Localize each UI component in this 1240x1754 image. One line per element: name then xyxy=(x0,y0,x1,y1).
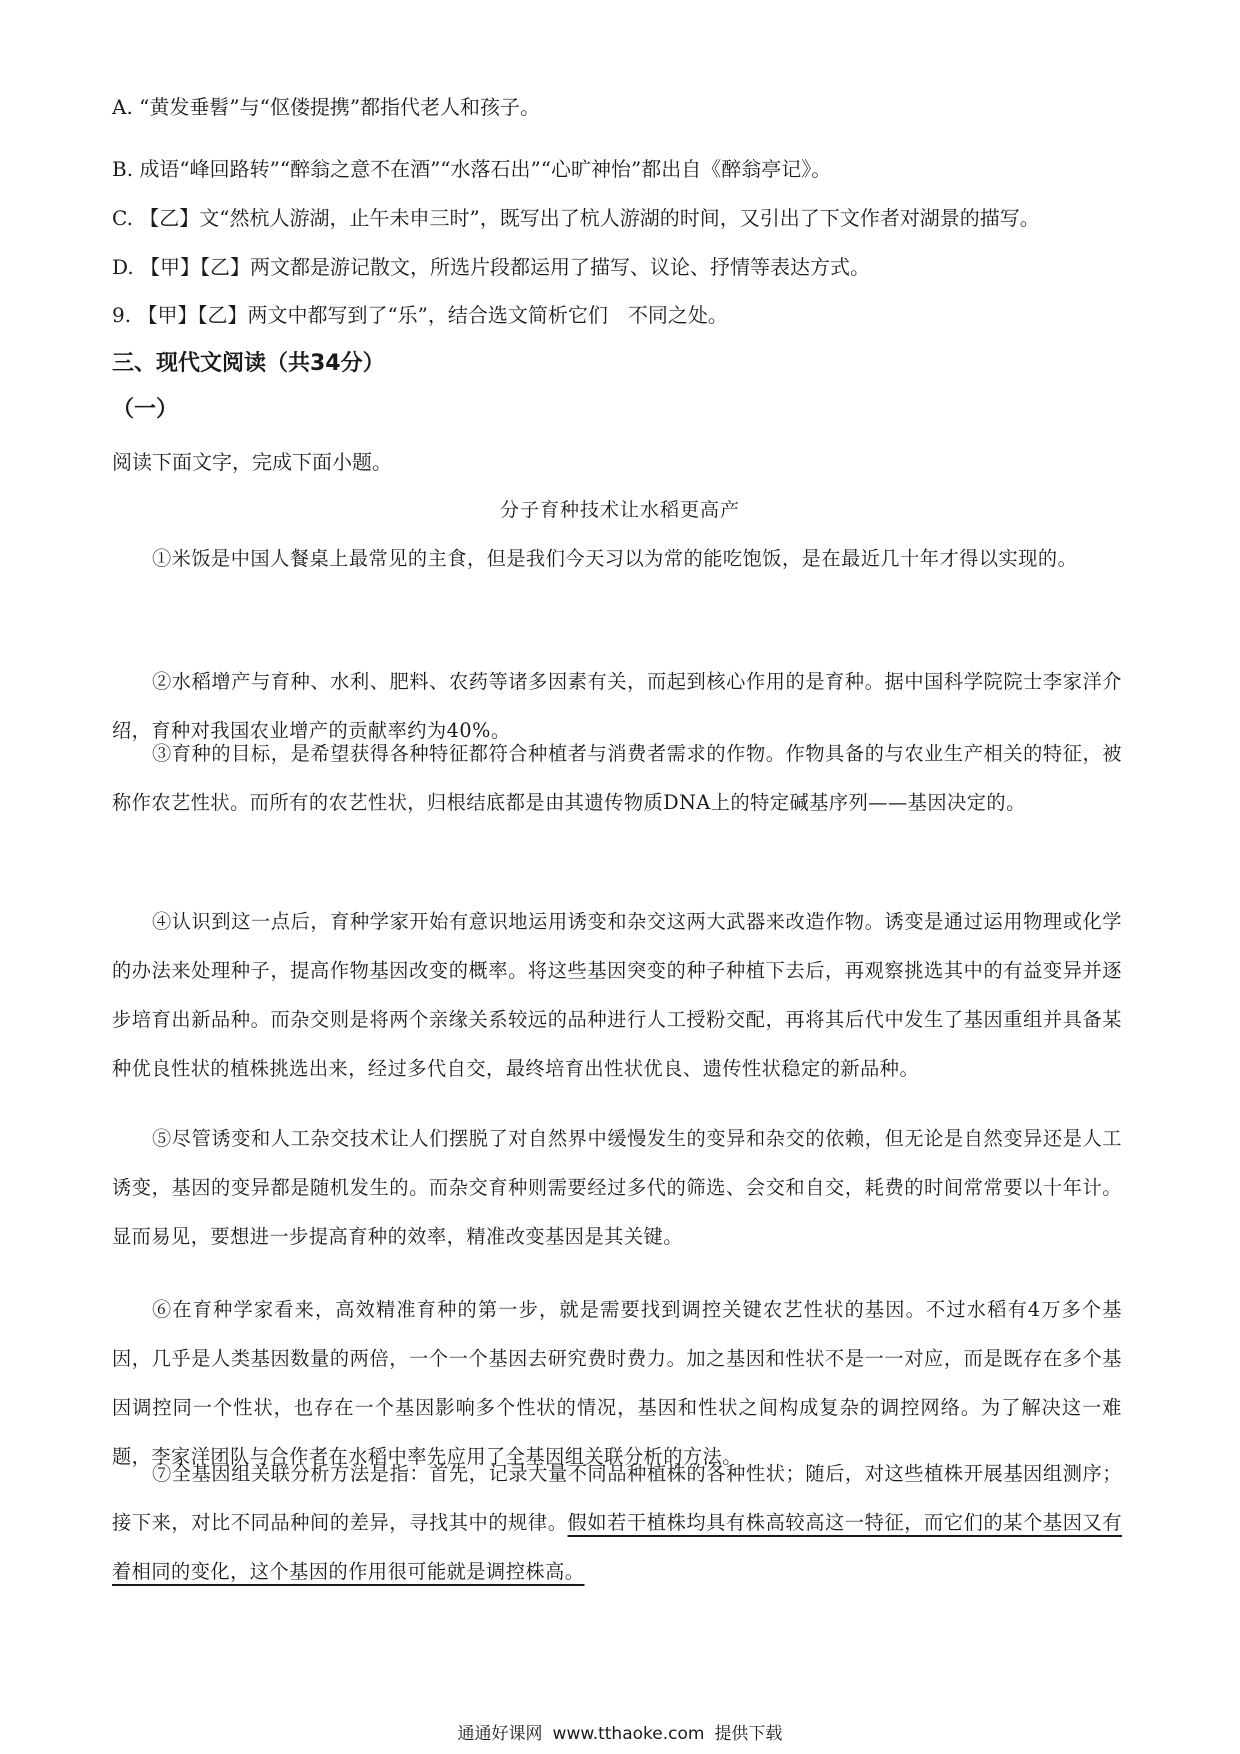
paragraph-7-text: ⑦全基因组关联分析方法是指：首先，记录大量不同品种植株的各种性状；随后，对这些植株开展基因组测序；接下来，对比不同品种间的差异，寻找其中的规律。 xyxy=(112,1462,1122,1534)
paragraph-7 xyxy=(112,1449,1122,1596)
reading-instruction: 阅读下面文字，完成下面小题。 xyxy=(112,450,392,474)
paragraph-2: ②水稻增产与育种、水利、肥料、农药等诸多因素有关，而起到核心作用的是育种。据中国科学院院士李家洋介绍，育种对我国农业增产的贡献率约为40%。 xyxy=(112,670,1122,742)
article-title: 分子育种技术让水稻更高产 xyxy=(499,499,740,521)
section-subheading: （一） xyxy=(112,397,179,422)
paragraph-6: ⑥在育种学家看来，高效精准育种的第一步，就是需要找到调控关键农艺性状的基因。不过水稻有4万多个基因，几乎是人类基因数量的两倍，一个一个基因去研究费时费力。加之基因和性状不是一一对应，而是既存在多个基因调控同一个性状，也存在一个基因影响多个性状的情况，基因和性状之间构成复杂的调控网络。为了解决这一难题，李家洋团队与合作者在水稻中率先应用了全基因组关联分析的方法。 xyxy=(112,1298,1122,1468)
underlined-sentence: 假如若干植株均具有株高较高这一特征，而它们的某个基因又有着相同的变化，这个基因的作用很可能就是调控株高。 xyxy=(112,1511,1123,1583)
option-a: A. “黄发垂髫”与“伛偻提携”都指代老人和孩子。 xyxy=(112,95,541,119)
paragraph-3: ③育种的目标，是希望获得各种特征都符合种植者与消费者需求的作物。作物具备的与农业生产相关的特征，被称作农艺性状。而所有的农艺性状，归根结底都是由其遗传物质DNA上的特定碱基序列——基因决定的。 xyxy=(112,742,1122,814)
paragraph-5: ⑤尽管诱变和人工杂交技术让人们摆脱了对自然界中缓慢发生的变异和杂交的依赖，但无论是自然变异还是人工诱变，基因的变异都是随机发生的。而杂交育种则需要经过多代的筛选、会交和自交，耗费的时间常常要以十年计。显而易见，要想进一步提高育种的效率，精准改变基因是其关键。 xyxy=(112,1127,1122,1248)
option-c: C. 【乙】文“然杭人游湖，止午未申三时”，既写出了杭人游湖的时间，又引出了下文作者对湖景的描写。 xyxy=(112,206,1040,230)
option-d: D. 【甲】【乙】两文都是游记散文，所选片段都运用了描写、议论、抒情等表达方式。 xyxy=(112,255,871,279)
paragraph-4: ④认识到这一点后，育种学家开始有意识地运用诱变和杂交这两大武器来改造作物。诱变是通过运用物理或化学的办法来处理种子，提高作物基因改变的概率。将这些基因突变的种子种植下去后，再观察挑选其中的有益变异并逐步培育出新品种。而杂交则是将两个亲缘关系较远的品种进行人工授粉交配，再将其后代中发生了基因重组并具备某种优良性状的植株挑选出来，经过多代自交，最终培育出性状优良、遗传性状稳定的新品种。 xyxy=(112,910,1122,1080)
paragraph-1: ①米饭是中国人餐桌上最常见的主食，但是我们今天习以为常的能吃饱饭，是在最近几十年才得以实现的。 xyxy=(152,547,1078,570)
section-heading: 三、现代文阅读（共34分） xyxy=(112,351,385,376)
page-footer xyxy=(0,1722,1240,1746)
question-9: 9. 【甲】【乙】两文中都写到了“乐”，结合选文简析它们 不同之处。 xyxy=(112,303,728,327)
footer-site-name: 通通好课网 xyxy=(457,1724,543,1744)
footer-url[interactable]: www.tthaoke.com xyxy=(552,1724,705,1744)
footer-suffix: 提供下载 xyxy=(714,1724,783,1744)
option-b: B. 成语“峰回路转”“醉翁之意不在酒”“水落石出”“心旷神怡”都出自《醉翁亭记》。 xyxy=(112,157,832,181)
